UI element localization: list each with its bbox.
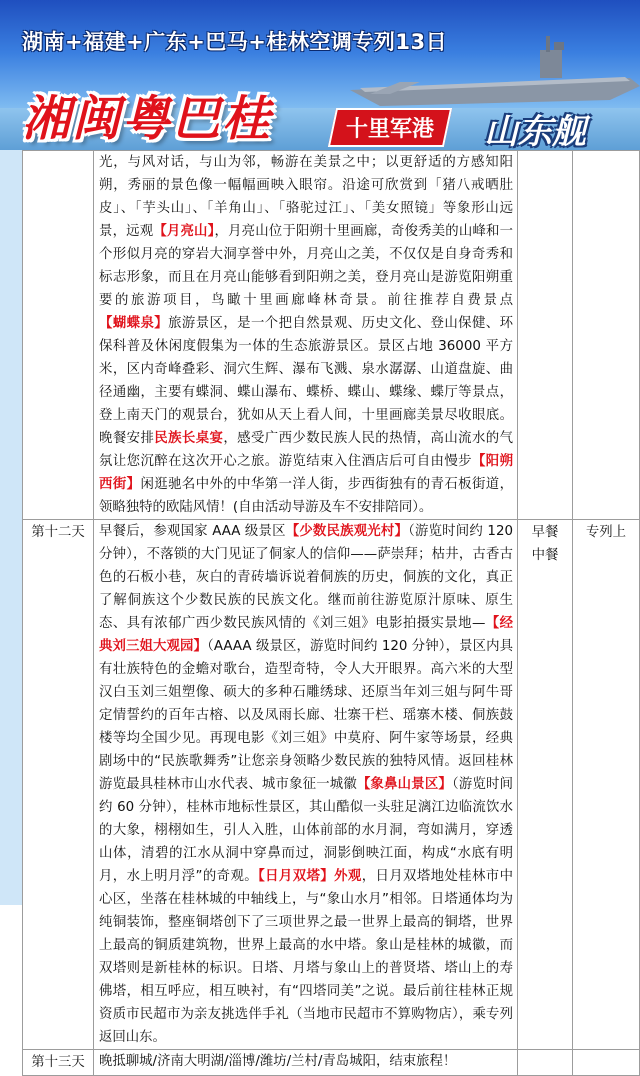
highlight-attraction: 【经典刘三姐大观园】 <box>99 616 514 654</box>
meals-cell <box>518 151 573 520</box>
description-text: 晚抵聊城/济南大明湖/淄博/潍坊/兰村/青岛城阳，结束旅程！ <box>99 1054 457 1069</box>
accommodation-cell <box>573 151 640 520</box>
description-text: 早餐后，参观国家 AAA 级景区 <box>99 524 286 539</box>
brand-title: 湘闽粤巴桂 <box>22 91 273 147</box>
description-text: ，日月双塔地处桂林市中心区，坐落在桂林城的中轴线上，与“象山水月”相邻。日塔通体均为纯铜装饰，整座铜塔创下了三项世界之最一世界上最高的铜塔，世界上最高的铜质建筑物，世界上最高的水中塔。象山是桂林的城徽，而双塔则是新桂林的标识。日塔、月塔与象山上的普贤塔、塔山上的寿佛塔，相互呼应，相互映衬，有“四塔同美”之说。最后前往桂林正规资质市民超市为亲友挑选伴手礼（当地市民超市不算购物店），乘专列返回山东。 <box>99 869 513 1045</box>
accommodation-cell: 专列上 <box>573 520 640 1050</box>
description-text: ，月亮山位于阳朔十里画廊，奇俊秀美的山峰和一个形似月亮的穿岩大洞享誉中外，月亮山之美，不仅仅是自身奇秀和标志形象，而且在月亮山能够看到阳朔之美，登月亮山是游览阳朔重要的旅游项目，鸟瞰十里画廊峰林奇景。前往推荐自费景点 <box>99 224 513 308</box>
description-cell <box>94 151 518 520</box>
subtitle-badge <box>328 108 452 147</box>
highlight-attraction: 【阳朔西街】 <box>99 454 514 492</box>
day-cell <box>23 151 94 520</box>
description-text: （游览时间约 120 分钟），不落锁的大门见证了侗家人的信仰——萨崇拜；枯井，古香古色的石板小巷，灰白的青砖墙诉说着侗族的历史，侗族的文化，真正了解侗族这个少数民族的民族文化。继而前往游览原汁原味、原生态、具有浓郁广西少数民族风情的《刘三姐》电影拍摄实景地— <box>99 524 513 631</box>
header-banner <box>0 0 640 150</box>
itinerary-row <box>23 151 640 520</box>
highlight-attraction: 民族长桌宴 <box>154 431 224 446</box>
highlight-attraction: 【少数民族观光村】 <box>285 524 409 539</box>
day-cell: 第十三天 <box>23 1050 94 1076</box>
subtitle-text: 十里军港 <box>346 117 435 142</box>
description-cell <box>94 1050 518 1076</box>
description-text: （AAAA 级景区，游览时间约 120 分钟），景区内具有壮族特色的金蟾对歌台，造型奇特，令人大开眼界。高六米的大型汉白玉刘三姐塑像、硕大的多种石雕绣球、还原当年刘三姐与阿牛哥定情誓约的百年古榕、以及凤雨长廊、壮寨干栏、瑶寨木楼、侗族鼓楼等均全国少见。再现电影《刘三姐》中莫府、阿牛家等场景，经典剧场中的“民族歌舞秀”让您亲身领略少数民族的独特风情。返回桂林游览最具桂林市山水代表、城市象征一城徽 <box>99 639 514 792</box>
description-cell <box>94 520 518 1050</box>
highlight-attraction: 【月亮山】 <box>153 224 215 239</box>
accommodation-cell <box>573 1050 640 1076</box>
highlight-attraction: 【日月双塔】外观 <box>258 869 362 884</box>
itinerary-row <box>23 1050 640 1076</box>
description-text: 旅游景区，是一个把自然景观、历史文化、登山保健、环保科普及休闲度假集为一体的生态旅游景区。景区占地 36000 平方米，区内奇峰叠彩、洞穴生辉、瀑布飞溅、泉水潺潺、山道盘旋、曲径通幽，主要有蝶洞、蝶山瀑布、蝶桥、蝶山、蝶缘、蝶厅等景点，登上南天门的观景台，犹如从天上看人间，十里画廊美景尽收眼底。晚餐安排 <box>99 316 514 446</box>
itinerary-section <box>0 150 640 1070</box>
day-cell: 第十二天 <box>23 520 94 1050</box>
meals-cell <box>518 520 573 1050</box>
meal-item: 早餐 <box>531 525 559 540</box>
itinerary-table <box>22 150 640 1076</box>
route-title: 湖南+福建+广东+巴马+桂林空调专列13日 <box>22 30 448 54</box>
description-text: 光，与风对话，与山为邻，畅游在美景之中；以更舒适的方感知阳朔，秀丽的景色像一幅幅画映入眼帘。沿途可欣赏到「猪八戒晒肚皮」、「芋头山」、「羊角山」、「骆驼过江」、「美女照镜」等象形山远景，远观 <box>99 155 513 239</box>
description-text: ，感受广西少数民族人民的热情，高山流水的气氛让您沉醉在这次开心之旅。游览结束入住酒店后可自由慢步 <box>99 431 514 469</box>
itinerary-row <box>23 520 640 1050</box>
meal-item: 中餐 <box>531 548 559 563</box>
highlight-attraction: 【蝴蝶泉】 <box>99 316 169 331</box>
ship-name: 山东舰 <box>484 112 586 150</box>
meals-cell <box>518 1050 573 1076</box>
description-text: （游览时间约 60 分钟），桂林市地标性景区，其山酷似一头驻足漓江边临流饮水的大象，栩栩如生，引人入胜，山体前部的水月洞，弯如满月，穿透山体，清碧的江水从洞中穿鼻而过，洞影倒映江面，构成“水底有明月，水上明月浮”的奇观。 <box>99 777 513 884</box>
description-text: 闲逛驰名中外的中华第一洋人街，步西街独有的青石板街道，领略独特的欧陆风情！(自由活动导游及车不安排陪同）。 <box>99 477 514 515</box>
highlight-attraction: 【象鼻山景区】 <box>356 777 452 792</box>
